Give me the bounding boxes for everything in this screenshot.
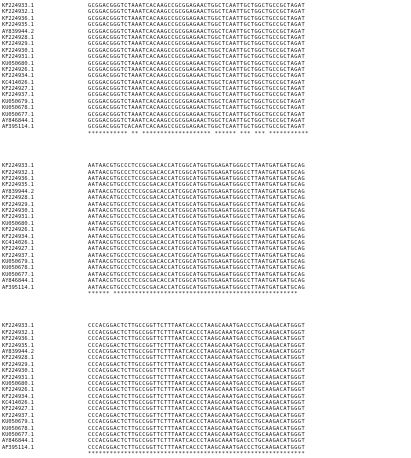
sequence-text: AATAACGTGCCCTCCGCGACACCATCGGCATGGTGGAGATGGGCCTTAATGATGATGCAG xyxy=(88,227,306,234)
accession-id: KF224930.1 xyxy=(2,47,34,54)
accession-id: KF224933.1 xyxy=(2,163,34,170)
sequence-text: AATAACGTGCCCTCCGCGACACCATCGGCATGGTGGAGATGGGCCTTAATGATGATGCAG xyxy=(88,175,306,182)
accession-id: AY846844.1 xyxy=(2,278,34,285)
accession-id: KU050677.1 xyxy=(2,432,34,439)
accession-id: KF224930.1 xyxy=(2,368,34,375)
accession-id: KU050678.1 xyxy=(2,425,34,432)
sequence-text: CCCACGGACTCTTGCCGGTTCTTTAATCACCCTAAGCAAATGACCCTGCAAGACATGGGT xyxy=(88,361,306,368)
sequence-text: GCGGACGGGTCTAAATCACAAGCCGCGGAGAACTGGCTCAATTGCTGGCTGCCGCTAGAT xyxy=(88,79,306,86)
accession-id: KC414026.1 xyxy=(2,400,34,407)
sequence-text: CCCACGGACTCTTGCCGGTTCTTTAATCACCCTAAGCAAATGACCCTGCAAGACATGGGT xyxy=(88,380,306,387)
accession-id: KF224928.1 xyxy=(2,355,34,362)
sequence-text: GCGGACGGGTCTAAATCACAAGCCGCGGAGAACTGGCTCAATTGCTGGCTGCCGCTAGAT xyxy=(88,118,306,125)
accession-id: KF224927.1 xyxy=(2,246,34,253)
sequence-text: GCGGACGGGTCTAAATCACAAGCCGCGGAGAACTGGCTCAATTGCTGGCTGCCGCTAGAT xyxy=(88,66,306,73)
accession-id: KF224931.1 xyxy=(2,214,34,221)
sequence-text: AATAACGTGCCCTCCGCGACACCATCGGCATGGTGGAGATGGGCCTTAATGATGATGCAG xyxy=(88,220,306,227)
sequence-text: GCGGACGGGTCTAAATCACAAGCCGCGGAGAACTGGCTCAATTGCTGGCTGCCGCTAGAT xyxy=(88,54,306,61)
accession-id: KU050677.1 xyxy=(2,271,34,278)
sequence-text: CCCACGGACTCTTGCCGGTTCTTTAATCACCCTAAGCAAATGACCCTGCAAGACATGGGT xyxy=(88,329,306,336)
consensus-row xyxy=(2,131,408,137)
accession-id: AY846844.1 xyxy=(2,438,34,445)
sequence-text: GCGGACGGGTCTAAATCACAAGCCGCGGAGAACTGGCTCAATTGCTGGCTGCCGCTAGAT xyxy=(88,105,306,112)
accession-id: KF224934.1 xyxy=(2,233,34,240)
accession-id: KF224926.1 xyxy=(2,66,34,73)
sequence-text: CCCACGGACTCTTGCCGGTTCTTTAATCACCCTAAGCAAATGACCCTGCAAGACATGGGT xyxy=(88,425,306,432)
sequence-text: GCGGACGGGTCTAAATCACAAGCCGCGGAGAACTGGCTCAATTGCTGGCTGCCGCTAGAT xyxy=(88,111,306,118)
sequence-text: CCCACGGACTCTTGCCGGTTCTTTAATCACCCTAAGCAAATGACCCTGCAAGACATGGGT xyxy=(88,400,306,407)
consensus-spacer xyxy=(2,451,88,457)
sequence-text: AATAACGTGCCCTCCGCGACACCATCGGCATGGTGGAGATGGGCCTTAATGATGATGCAG xyxy=(88,252,306,259)
accession-id: AF395114.1 xyxy=(2,444,34,451)
sequence-text: AATAACGTGCCCTCCGCGACACCATCGGCATGGTGGAGATGGGCCTTAATGATGATGCAG xyxy=(88,271,306,278)
accession-id: KU050680.1 xyxy=(2,60,34,67)
block-spacer xyxy=(2,137,408,163)
sequence-text: GCGGACGGGTCTAAATCACAAGCCGCGGAGAACTGGCTCAATTGCTGGCTGCCGCTAGAT xyxy=(88,3,306,9)
sequence-text: CCCACGGACTCTTGCCGGTTCTTTAATCACCCTAAGCAAATGACCCTGCAAGACATGGGT xyxy=(88,374,306,381)
accession-id: AY846844.1 xyxy=(2,118,34,125)
sequence-text: CCCACGGACTCTTGCCGGTTCTTTAATCACCCTAAGCAAATGACCCTGCAAGACATGGGT xyxy=(88,368,306,375)
sequence-text: GCGGACGGGTCTAAATCACAAGCCGCGGAGAACTGGCTCAATTGCTGGCTGCCGCTAGAT xyxy=(88,34,306,41)
sequence-text: AATAACGTGCCCTCCGCGACACCATCGGCATGGTGGAGATGGGCCTTAATGATGATGCAG xyxy=(88,233,306,240)
sequence-text: CCCACGGACTCTTGCCGGTTCTTTAATCACCCTAAGCAAATGACCCTGCAAGACATGGGT xyxy=(88,444,306,451)
sequence-text: AATAACGTGCCCTCCGCGACACCATCGGCATGGTGGAGATGGGCCTTAATGATGATGCAG xyxy=(88,214,306,221)
accession-id: AY839944.2 xyxy=(2,348,34,355)
consensus-row xyxy=(2,451,408,457)
accession-id: KU050678.1 xyxy=(2,265,34,272)
sequence-text: GCGGACGGGTCTAAATCACAAGCCGCGGAGAACTGGCTCAATTGCTGGCTGCCGCTAGAT xyxy=(88,73,306,80)
sequence-text: CCCACGGACTCTTGCCGGTTCTTTAATCACCCTAAGCAAATGACCCTGCAAGACATGGGT xyxy=(88,348,306,355)
accession-id: KF224926.1 xyxy=(2,387,34,394)
accession-id: KU050680.1 xyxy=(2,220,34,227)
accession-id: KF224929.1 xyxy=(2,361,34,368)
accession-id: KF224929.1 xyxy=(2,41,34,48)
accession-id: KU050678.1 xyxy=(2,105,34,112)
accession-id: KF224932.1 xyxy=(2,9,34,16)
accession-id: KF224927.1 xyxy=(2,406,34,413)
sequence-text: CCCACGGACTCTTGCCGGTTCTTTAATCACCCTAAGCAAATGACCCTGCAAGACATGGGT xyxy=(88,342,306,349)
sequence-text: AATAACGTGCCCTCCGCGACACCATCGGCATGGTGGAGATGGGCCTTAATGATGATGCAG xyxy=(88,265,306,272)
accession-id: KF224928.1 xyxy=(2,34,34,41)
alignment-block xyxy=(2,323,408,457)
accession-id: KF224935.1 xyxy=(2,342,34,349)
accession-id: KC414026.1 xyxy=(2,79,34,86)
accession-id: AF395114.1 xyxy=(2,284,34,291)
sequence-text: CCCACGGACTCTTGCCGGTTCTTTAATCACCCTAAGCAAATGACCCTGCAAGACATGGGT xyxy=(88,355,306,362)
sequence-text: GCGGACGGGTCTAAATCACAAGCCGCGGAGAACTGGCTCAATTGCTGGCTGCCGCTAGAT xyxy=(88,47,306,54)
accession-id: KF224937.1 xyxy=(2,252,34,259)
sequence-text: GCGGACGGGTCTAAATCACAAGCCGCGGAGAACTGGCTCAATTGCTGGCTGCCGCTAGAT xyxy=(88,60,306,67)
sequence-text: GCGGACGGGTCTAAATCACAAGCCGCGGAGAACTGGCTCAATTGCTGGCTGCCGCTAGAT xyxy=(88,28,306,35)
sequence-text: GCGGACGGGTCTAAATCACAAGCCGCGGAGAACTGGCTCAATTGCTGGCTGCCGCTAGAT xyxy=(88,22,306,29)
consensus-spacer xyxy=(2,131,88,137)
sequence-text: GCGGACGGGTCTAAATCACAAGCCGCGGAGAACTGGCTCAATTGCTGGCTGCCGCTAGAT xyxy=(88,15,306,22)
accession-id: KF224929.1 xyxy=(2,201,34,208)
sequence-text: CCCACGGACTCTTGCCGGTTCTTTAATCACCCTAAGCAAATGACCCTGCAAGACATGGGT xyxy=(88,323,306,330)
consensus-marks: *********** ** ******************* ****** *** *** *********** xyxy=(88,130,309,137)
accession-id: AY839944.2 xyxy=(2,28,34,35)
sequence-text: CCCACGGACTCTTGCCGGTTCTTTAATCACCCTAAGCAAATGACCCTGCAAGACATGGGT xyxy=(88,412,306,419)
accession-id: KF224936.1 xyxy=(2,15,34,22)
accession-id: KF224934.1 xyxy=(2,393,34,400)
sequence-text: CCCACGGACTCTTGCCGGTTCTTTAATCACCCTAAGCAAATGACCCTGCAAGACATGGGT xyxy=(88,387,306,394)
sequence-text: CCCACGGACTCTTGCCGGTTCTTTAATCACCCTAAGCAAATGACCCTGCAAGACATGGGT xyxy=(88,336,306,343)
accession-id: KF224930.1 xyxy=(2,207,34,214)
accession-id: KF224928.1 xyxy=(2,195,34,202)
accession-id: KF224927.1 xyxy=(2,86,34,93)
accession-id: KU050677.1 xyxy=(2,111,34,118)
accession-id: KF224932.1 xyxy=(2,329,34,336)
accession-id: KF224933.1 xyxy=(2,323,34,330)
accession-id: KC414026.1 xyxy=(2,239,34,246)
accession-id: KF224935.1 xyxy=(2,22,34,29)
sequence-text: GCGGACGGGTCTAAATCACAAGCCGCGGAGAACTGGCTCAATTGCTGGCTGCCGCTAGAT xyxy=(88,92,306,99)
sequence-text: CCCACGGACTCTTGCCGGTTCTTTAATCACCCTAAGCAAATGACCCTGCAAGACATGGGT xyxy=(88,432,306,439)
sequence-text: GCGGACGGGTCTAAATCACAAGCCGCGGAGAACTGGCTCAATTGCTGGCTGCCGCTAGAT xyxy=(88,86,306,93)
accession-id: KU050680.1 xyxy=(2,380,34,387)
accession-id: KF224934.1 xyxy=(2,73,34,80)
accession-id: KU050679.1 xyxy=(2,419,34,426)
sequence-text: CCCACGGACTCTTGCCGGTTCTTTAATCACCCTAAGCAAATGACCCTGCAAGACATGGGT xyxy=(88,406,306,413)
sequence-text: GCGGACGGGTCTAAATCACAAGCCGCGGAGAACTGGCTCAATTGCTGGCTGCCGCTAGAT xyxy=(88,98,306,105)
alignment-block xyxy=(2,163,408,297)
accession-id: KF224932.1 xyxy=(2,169,34,176)
accession-id: KF224933.1 xyxy=(2,3,34,9)
accession-id: KF224936.1 xyxy=(2,175,34,182)
sequence-text: AATAACGTGCCCTCCGCGACACCATCGGCATGGTGGAGATGGGCCTTAATGATGATGCAG xyxy=(88,246,306,253)
accession-id: KF224931.1 xyxy=(2,54,34,61)
sequence-alignment xyxy=(2,3,408,458)
sequence-text: AATAACGTGCCCTCCGCGACACCATCGGCATGGTGGAGATGGGCCTTAATGATGATGCAG xyxy=(88,163,306,170)
accession-id: KF224935.1 xyxy=(2,182,34,189)
sequence-text: AATAACATGCCCTCCGCGACACCATCGGCATGGTGGAGATGGGCCTTAATGATGATGCAG xyxy=(88,195,306,202)
accession-id: KF224931.1 xyxy=(2,374,34,381)
sequence-text: GCGGACGGGTCACAATCACAAGCCGCGGAGAACTGGCTCAATTGCTGGCTGCCGCTAGAT xyxy=(88,124,306,131)
accession-id: KF224926.1 xyxy=(2,227,34,234)
accession-id: KU050679.1 xyxy=(2,259,34,266)
block-spacer xyxy=(2,297,408,323)
sequence-text: AATAACGTGCCCTCCGCGACACCATCGGCATGGTGGAGATGGGCCTTAATGATGATGCAG xyxy=(88,259,306,266)
accession-id: KF224937.1 xyxy=(2,412,34,419)
accession-id: KF224936.1 xyxy=(2,336,34,343)
sequence-text: AATAACGTGCCCTCCGCGACACCATCGGCATGGTGGAGATGGGCCTTAATGATGATGCAG xyxy=(88,188,306,195)
sequence-text: CCCACGGACTCTTGCCGGTTCTTTAATCACCCTAAGCAAATGACCCTGCAAGACATGGGT xyxy=(88,393,306,400)
accession-id: KF224937.1 xyxy=(2,92,34,99)
sequence-text: AATAACGTGCCCTCCGCGACACCATCGGCATGGTGGAGATGGGCCTTAATGATGATGCAG xyxy=(88,207,306,214)
accession-id: AY839944.2 xyxy=(2,188,34,195)
alignment-block xyxy=(2,3,408,137)
sequence-text: AATAACGTGCCCTCCGCGACACCATCGGCATGGTGGAGATGGGCCTTAATGATGATGCAG xyxy=(88,169,306,176)
sequence-text: AATAACGTGCCCTCCGCGACACCATCGGCATGGTGGAGATGGGCCTTAATGATGATGCAG xyxy=(88,182,306,189)
consensus-row xyxy=(2,291,408,297)
sequence-text: GCGGACGGGTCTAAATCACAAGCCGCGGAGAACTGGCTCAATTGCTGGCTGCCGCTAGAT xyxy=(88,9,306,16)
consensus-spacer xyxy=(2,291,88,297)
sequence-text: AATAACGTGCCCTCCGCGACACCATCGGCATGGTGGAGATGGGCCTTAATGATGATGCAG xyxy=(88,239,306,246)
sequence-text: AATAACGTGCCCTCCGCGACACCATCGGCATGGTGGAGATGGGCCTTAATGATGATGCAG xyxy=(88,278,306,285)
sequence-text: CCCACGGACTCTTGCCGGTTCTTTAATCACCCTAAGCAAATGACCCTGCAAGACATGGGT xyxy=(88,419,306,426)
sequence-text: AATAACGTGCCCTCCGCGACACCATCGGCATGGTGGAGATGGGCCTTAATGATGATGCAG xyxy=(88,284,306,291)
consensus-marks: ************************************************************ xyxy=(88,451,306,458)
sequence-text: AATAACGTGCCCTCCGCGACACCATCGGCATGGTGGAGATGGGCCTTAATGATGATGCAG xyxy=(88,201,306,208)
accession-id: KU050679.1 xyxy=(2,98,34,105)
accession-id: AF395114.1 xyxy=(2,124,34,131)
sequence-text: GCGGACGGGTCTAAATCACAAGCCGCGGAGAACTGGCTCAATTGCTGGCTGCCGCTAGAT xyxy=(88,41,306,48)
sequence-text: CCCACGGACTCTTGCCGGTTCTTTAATCACCCTAAGCAAATGACCCTGCAAGACATGGGT xyxy=(88,438,306,445)
consensus-marks: ****** *************************************************** xyxy=(88,291,298,298)
